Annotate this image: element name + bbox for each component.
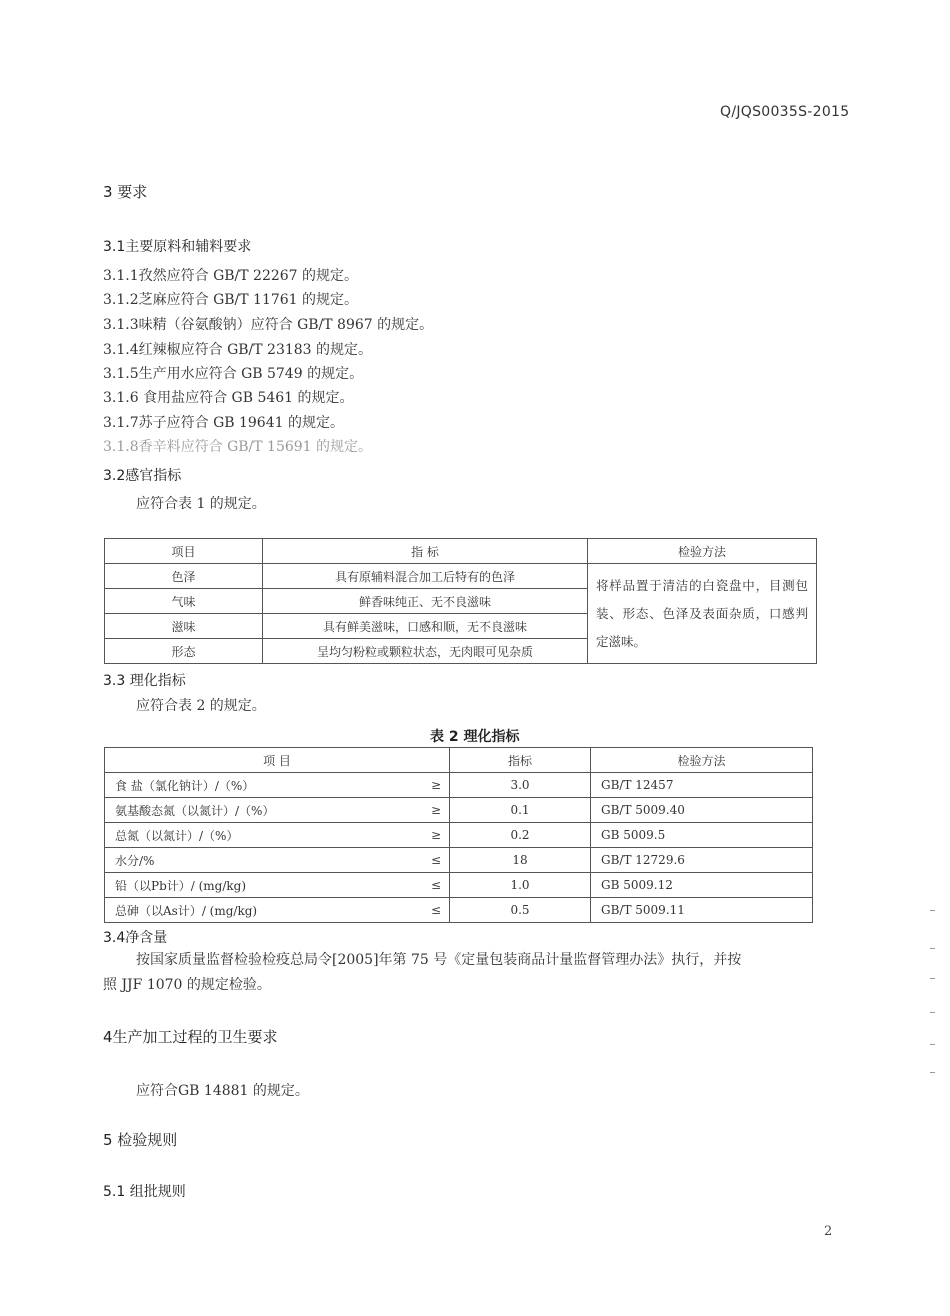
scan-edge-mark bbox=[930, 910, 935, 911]
clause-3-1-4: 3.1.4红辣椒应符合 GB/T 23183 的规定。 bbox=[103, 342, 373, 358]
row-comparator: ≥ bbox=[390, 798, 450, 823]
clause-3-1-5: 3.1.5生产用水应符合 GB 5749 的规定。 bbox=[103, 366, 364, 382]
row-item: 氨基酸态氮（以氮计）/（%） bbox=[105, 798, 390, 823]
row-item: 色泽 bbox=[105, 564, 263, 589]
row-comparator: ≤ bbox=[390, 898, 450, 923]
table-header-item: 项 目 bbox=[105, 748, 450, 773]
table-header-method: 检验方法 bbox=[588, 539, 817, 564]
row-item: 气味 bbox=[105, 589, 263, 614]
row-item: 总砷（以As计）/ (mg/kg) bbox=[105, 898, 390, 923]
row-item: 滋味 bbox=[105, 614, 263, 639]
row-item: 水分/% bbox=[105, 848, 390, 873]
scan-edge-mark bbox=[930, 978, 935, 979]
section-3-4-text-line2: 照 JJF 1070 的规定检验。 bbox=[103, 977, 271, 993]
row-item: 食 盐（氯化钠计）/（%） bbox=[105, 773, 390, 798]
row-value: 鲜香味纯正、无不良滋味 bbox=[263, 589, 588, 614]
section-3-2-heading: 3.2感官指标 bbox=[103, 468, 182, 484]
table-row bbox=[105, 873, 813, 898]
physicochemical-table bbox=[104, 747, 813, 923]
clause-3-1-1: 3.1.1孜然应符合 GB/T 22267 的规定。 bbox=[103, 268, 359, 284]
clause-3-1-8: 3.1.8香辛料应符合 GB/T 15691 的规定。 bbox=[103, 439, 373, 455]
row-item: 铅（以Pb计）/ (mg/kg) bbox=[105, 873, 390, 898]
row-item: 形态 bbox=[105, 639, 263, 664]
section-4-text: 应符合GB 14881 的规定。 bbox=[136, 1083, 309, 1099]
table-header-index: 指 标 bbox=[263, 539, 588, 564]
sensory-method: 将样品置于清洁的白瓷盘中，目测包装、形态、色泽及表面杂质，口感判定滋味。 bbox=[588, 564, 817, 664]
scan-edge-mark bbox=[930, 1044, 935, 1045]
row-value: 0.5 bbox=[450, 898, 591, 923]
scan-edge-mark bbox=[930, 1012, 935, 1013]
section-3-3-intro: 应符合表 2 的规定。 bbox=[136, 698, 266, 714]
row-method: GB 5009.12 bbox=[591, 873, 813, 898]
row-method: GB/T 12457 bbox=[591, 773, 813, 798]
row-comparator: ≤ bbox=[390, 873, 450, 898]
row-value: 0.1 bbox=[450, 798, 591, 823]
row-comparator: ≥ bbox=[390, 823, 450, 848]
row-value: 18 bbox=[450, 848, 591, 873]
section-3-4-text-line1: 按国家质量监督检验检疫总局令[2005]年第 75 号《定量包装商品计量监督管理办法》执行，并按 bbox=[136, 952, 742, 968]
table-row bbox=[105, 823, 813, 848]
section-3-3-heading: 3.3 理化指标 bbox=[103, 673, 186, 689]
section-3-4-heading: 3.4净含量 bbox=[103, 930, 168, 946]
section-5-heading: 5 检验规则 bbox=[103, 1131, 178, 1149]
document-code: Q/JQS0035S-2015 bbox=[720, 104, 850, 120]
row-method: GB/T 12729.6 bbox=[591, 848, 813, 873]
table-row bbox=[105, 564, 817, 589]
row-value: 0.2 bbox=[450, 823, 591, 848]
scan-edge-mark bbox=[930, 1072, 935, 1073]
table-row bbox=[105, 773, 813, 798]
table-row bbox=[105, 848, 813, 873]
row-value: 呈均匀粉粒或颗粒状态，无肉眼可见杂质 bbox=[263, 639, 588, 664]
clause-3-1-2: 3.1.2芝麻应符合 GB/T 11761 的规定。 bbox=[103, 292, 359, 308]
row-comparator: ≥ bbox=[390, 773, 450, 798]
section-5-1-heading: 5.1 组批规则 bbox=[103, 1184, 186, 1200]
page-number: 2 bbox=[824, 1224, 833, 1239]
section-3-2-intro: 应符合表 1 的规定。 bbox=[136, 496, 266, 512]
row-value: 具有原辅料混合加工后特有的色泽 bbox=[263, 564, 588, 589]
row-comparator: ≤ bbox=[390, 848, 450, 873]
table-header-index: 指标 bbox=[450, 748, 591, 773]
table-header-method: 检验方法 bbox=[591, 748, 813, 773]
section-3-heading: 3 要求 bbox=[103, 183, 148, 201]
row-item: 总氮（以氮计）/（%） bbox=[105, 823, 390, 848]
clause-3-1-6: 3.1.6 食用盐应符合 GB 5461 的规定。 bbox=[103, 390, 354, 406]
row-value: 1.0 bbox=[450, 873, 591, 898]
sensory-table bbox=[104, 538, 817, 664]
table-row bbox=[105, 798, 813, 823]
clause-3-1-3: 3.1.3味精（谷氨酸钠）应符合 GB/T 8967 的规定。 bbox=[103, 317, 434, 333]
section-4-heading: 4生产加工过程的卫生要求 bbox=[103, 1028, 278, 1046]
table-header-item: 项目 bbox=[105, 539, 263, 564]
table-row bbox=[105, 898, 813, 923]
clause-3-1-7: 3.1.7苏子应符合 GB 19641 的规定。 bbox=[103, 415, 344, 431]
row-method: GB 5009.5 bbox=[591, 823, 813, 848]
row-value: 3.0 bbox=[450, 773, 591, 798]
row-value: 具有鲜美滋味，口感和顺，无不良滋味 bbox=[263, 614, 588, 639]
row-method: GB/T 5009.40 bbox=[591, 798, 813, 823]
row-method: GB/T 5009.11 bbox=[591, 898, 813, 923]
section-3-1-heading: 3.1主要原料和辅料要求 bbox=[103, 239, 252, 255]
table-2-caption: 表 2 理化指标 bbox=[430, 729, 520, 745]
scan-edge-mark bbox=[930, 948, 935, 949]
